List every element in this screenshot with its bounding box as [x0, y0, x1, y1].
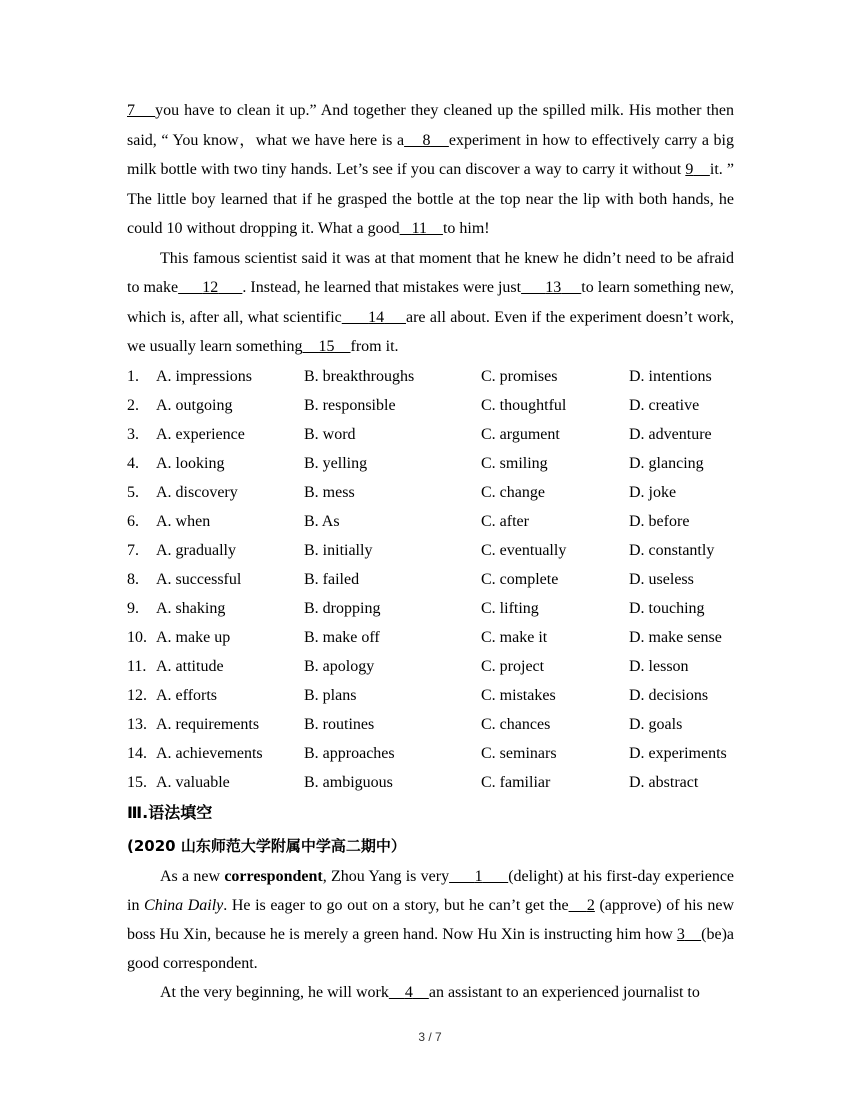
- blank-8: 8: [422, 131, 431, 149]
- option-c: C. complete: [481, 571, 559, 588]
- option-b: B. word: [304, 426, 356, 443]
- blank-7: 7: [127, 102, 135, 119]
- blank-14: 14: [368, 308, 385, 326]
- question-number: 14.: [127, 745, 147, 762]
- option-a: A. shaking: [156, 600, 226, 617]
- blank-11: 11: [411, 220, 427, 237]
- section-title: Ⅲ.语法填空: [127, 802, 213, 822]
- question-number: 4.: [127, 455, 139, 472]
- option-c: C. thoughtful: [481, 397, 567, 414]
- option-c: C. promises: [481, 368, 558, 385]
- grammar-blank-3: 3: [676, 925, 685, 943]
- blank-12: 12: [202, 279, 219, 296]
- bold-word: correspondent: [224, 867, 323, 885]
- option-c: C. familiar: [481, 774, 551, 791]
- question-number: 8.: [127, 571, 139, 588]
- option-b: B. plans: [304, 687, 357, 704]
- blank-15: 15: [318, 338, 335, 355]
- option-c: C. seminars: [481, 745, 557, 762]
- option-d: D. adventure: [629, 426, 712, 443]
- option-b: B. routines: [304, 716, 375, 733]
- option-row-3: [127, 421, 734, 450]
- passage-text: to him!: [442, 220, 490, 237]
- question-number: 1.: [127, 368, 139, 385]
- passage-text: from it.: [350, 338, 399, 355]
- options-list: [127, 363, 734, 798]
- question-number: 5.: [127, 484, 139, 501]
- option-c: C. chances: [481, 716, 551, 733]
- question-number: 6.: [127, 513, 139, 530]
- option-a: A. impressions: [156, 368, 252, 385]
- option-a: A. requirements: [156, 716, 260, 733]
- passage-text: it. ” The little boy learned that if he grasped the bottle at the top near the lip with both hands, he could 10 without dropping it. What a good: [127, 161, 735, 237]
- source-note: (2020 山东师范大学附属中学高二期中）: [127, 836, 406, 855]
- passage-text: At the very beginning, he will work: [160, 983, 389, 1001]
- option-d: D. glancing: [629, 455, 704, 472]
- question-number: 15.: [127, 774, 147, 791]
- option-b: B. mess: [304, 484, 355, 501]
- option-d: D. useless: [629, 571, 694, 588]
- blank-9: 9: [685, 161, 694, 178]
- passage-text: This famous scientist said it was at that moment that he knew he didn’t need to be afraid to make: [127, 249, 734, 296]
- passage-text: an assistant to an experienced journalist to: [428, 983, 700, 1001]
- question-number: 9.: [127, 600, 139, 617]
- passage-paragraph-2: [127, 244, 734, 362]
- passage-text: . Instead, he learned that mistakes were just: [242, 279, 522, 296]
- option-a: A. experience: [156, 426, 245, 443]
- option-a: A. outgoing: [156, 397, 233, 414]
- question-number: 3.: [127, 426, 139, 443]
- question-number: 12.: [127, 687, 147, 704]
- italic-title: China Daily: [144, 896, 224, 914]
- option-a: A. achievements: [156, 745, 263, 762]
- option-c: C. make it: [481, 629, 548, 646]
- option-a: A. make up: [156, 629, 231, 646]
- option-b: B. initially: [304, 542, 373, 559]
- passage-text: are all about. Even if the experiment doesn’t work, we usually learn something: [127, 308, 735, 355]
- grammar-paragraph-2: [127, 978, 734, 1007]
- option-d: D. decisions: [629, 687, 709, 704]
- option-row-14: [127, 740, 734, 769]
- option-row-6: [127, 508, 734, 537]
- option-row-5: [127, 479, 734, 508]
- option-b: B. As: [304, 513, 340, 530]
- option-row-9: [127, 595, 734, 624]
- option-row-1: [127, 363, 734, 392]
- passage-text: (be)a good correspondent.: [127, 925, 735, 972]
- option-c: C. eventually: [481, 542, 567, 559]
- grammar-blank-1: 1: [474, 867, 483, 885]
- option-c: C. change: [481, 484, 545, 501]
- passage-text: As a new: [160, 867, 225, 885]
- option-a: A. successful: [156, 571, 242, 588]
- option-a: A. discovery: [156, 484, 238, 501]
- option-a: A. valuable: [156, 774, 230, 791]
- option-c: C. after: [481, 513, 529, 530]
- question-number: 2.: [127, 397, 139, 414]
- option-row-4: [127, 450, 734, 479]
- passage-paragraph-1: [127, 96, 734, 244]
- option-row-13: [127, 711, 734, 740]
- passage-text: (delight) at his first-day experience in: [127, 867, 735, 914]
- option-b: B. responsible: [304, 397, 396, 414]
- option-a: A. efforts: [156, 687, 218, 704]
- option-a: A. looking: [156, 455, 225, 472]
- passage-text: (approve) of his new boss Hu Xin, because he is merely a green hand. Now Hu Xin is instructing him how: [127, 896, 735, 943]
- option-a: A. attitude: [156, 658, 224, 675]
- passage-text: experiment in how to effectively carry a big milk bottle with two tiny hands. Let’s see if you can discover a way to carry it without: [127, 131, 735, 178]
- passage-text: , Zhou Yang is very: [322, 867, 450, 885]
- grammar-paragraph-1: [127, 862, 734, 978]
- option-b: B. failed: [304, 571, 360, 588]
- option-b: B. make off: [304, 629, 380, 646]
- option-row-15: [127, 769, 734, 798]
- option-c: C. project: [481, 658, 545, 675]
- blank-13: 13: [545, 279, 562, 296]
- option-a: A. gradually: [156, 542, 236, 559]
- option-c: C. argument: [481, 426, 560, 443]
- option-d: D. abstract: [629, 774, 699, 791]
- option-b: B. ambiguous: [304, 774, 393, 791]
- option-row-2: [127, 392, 734, 421]
- option-d: D. creative: [629, 397, 700, 414]
- option-row-11: [127, 653, 734, 682]
- document-page: [127, 96, 734, 1007]
- option-d: D. touching: [629, 600, 705, 617]
- option-row-8: [127, 566, 734, 595]
- option-b: B. approaches: [304, 745, 395, 762]
- option-b: B. yelling: [304, 455, 368, 472]
- option-d: D. before: [629, 513, 690, 530]
- question-number: 10.: [127, 629, 147, 646]
- option-row-12: [127, 682, 734, 711]
- option-row-7: [127, 537, 734, 566]
- option-d: D. intentions: [629, 368, 712, 385]
- option-d: D. experiments: [629, 745, 727, 762]
- passage-text: you have to clean it up.” And together they cleaned up the spilled milk. His mother then said, “ You know，what we have here is a: [127, 102, 734, 149]
- passage-text: . He is eager to go out on a story, but he can’t get the: [223, 896, 569, 914]
- option-c: C. lifting: [481, 600, 539, 617]
- option-d: D. make sense: [629, 629, 722, 646]
- question-number: 13.: [127, 716, 147, 733]
- option-d: D. lesson: [629, 658, 689, 675]
- option-b: B. dropping: [304, 600, 381, 617]
- page-number: 3 / 7: [418, 1030, 442, 1044]
- option-c: C. smiling: [481, 455, 548, 472]
- question-number: 7.: [127, 542, 139, 559]
- grammar-blank-4: 4: [404, 983, 413, 1001]
- passage-text: to learn something new, which is, after all, what scientific: [127, 279, 735, 326]
- option-c: C. mistakes: [481, 687, 556, 704]
- option-a: A. when: [156, 513, 211, 530]
- grammar-blank-2: 2: [586, 896, 595, 914]
- option-row-10: [127, 624, 734, 653]
- option-d: D. goals: [629, 716, 683, 733]
- option-d: D. constantly: [629, 542, 715, 559]
- option-b: B. apology: [304, 658, 375, 675]
- option-b: B. breakthroughs: [304, 368, 415, 385]
- option-d: D. joke: [629, 484, 677, 501]
- question-number: 11.: [127, 658, 147, 675]
